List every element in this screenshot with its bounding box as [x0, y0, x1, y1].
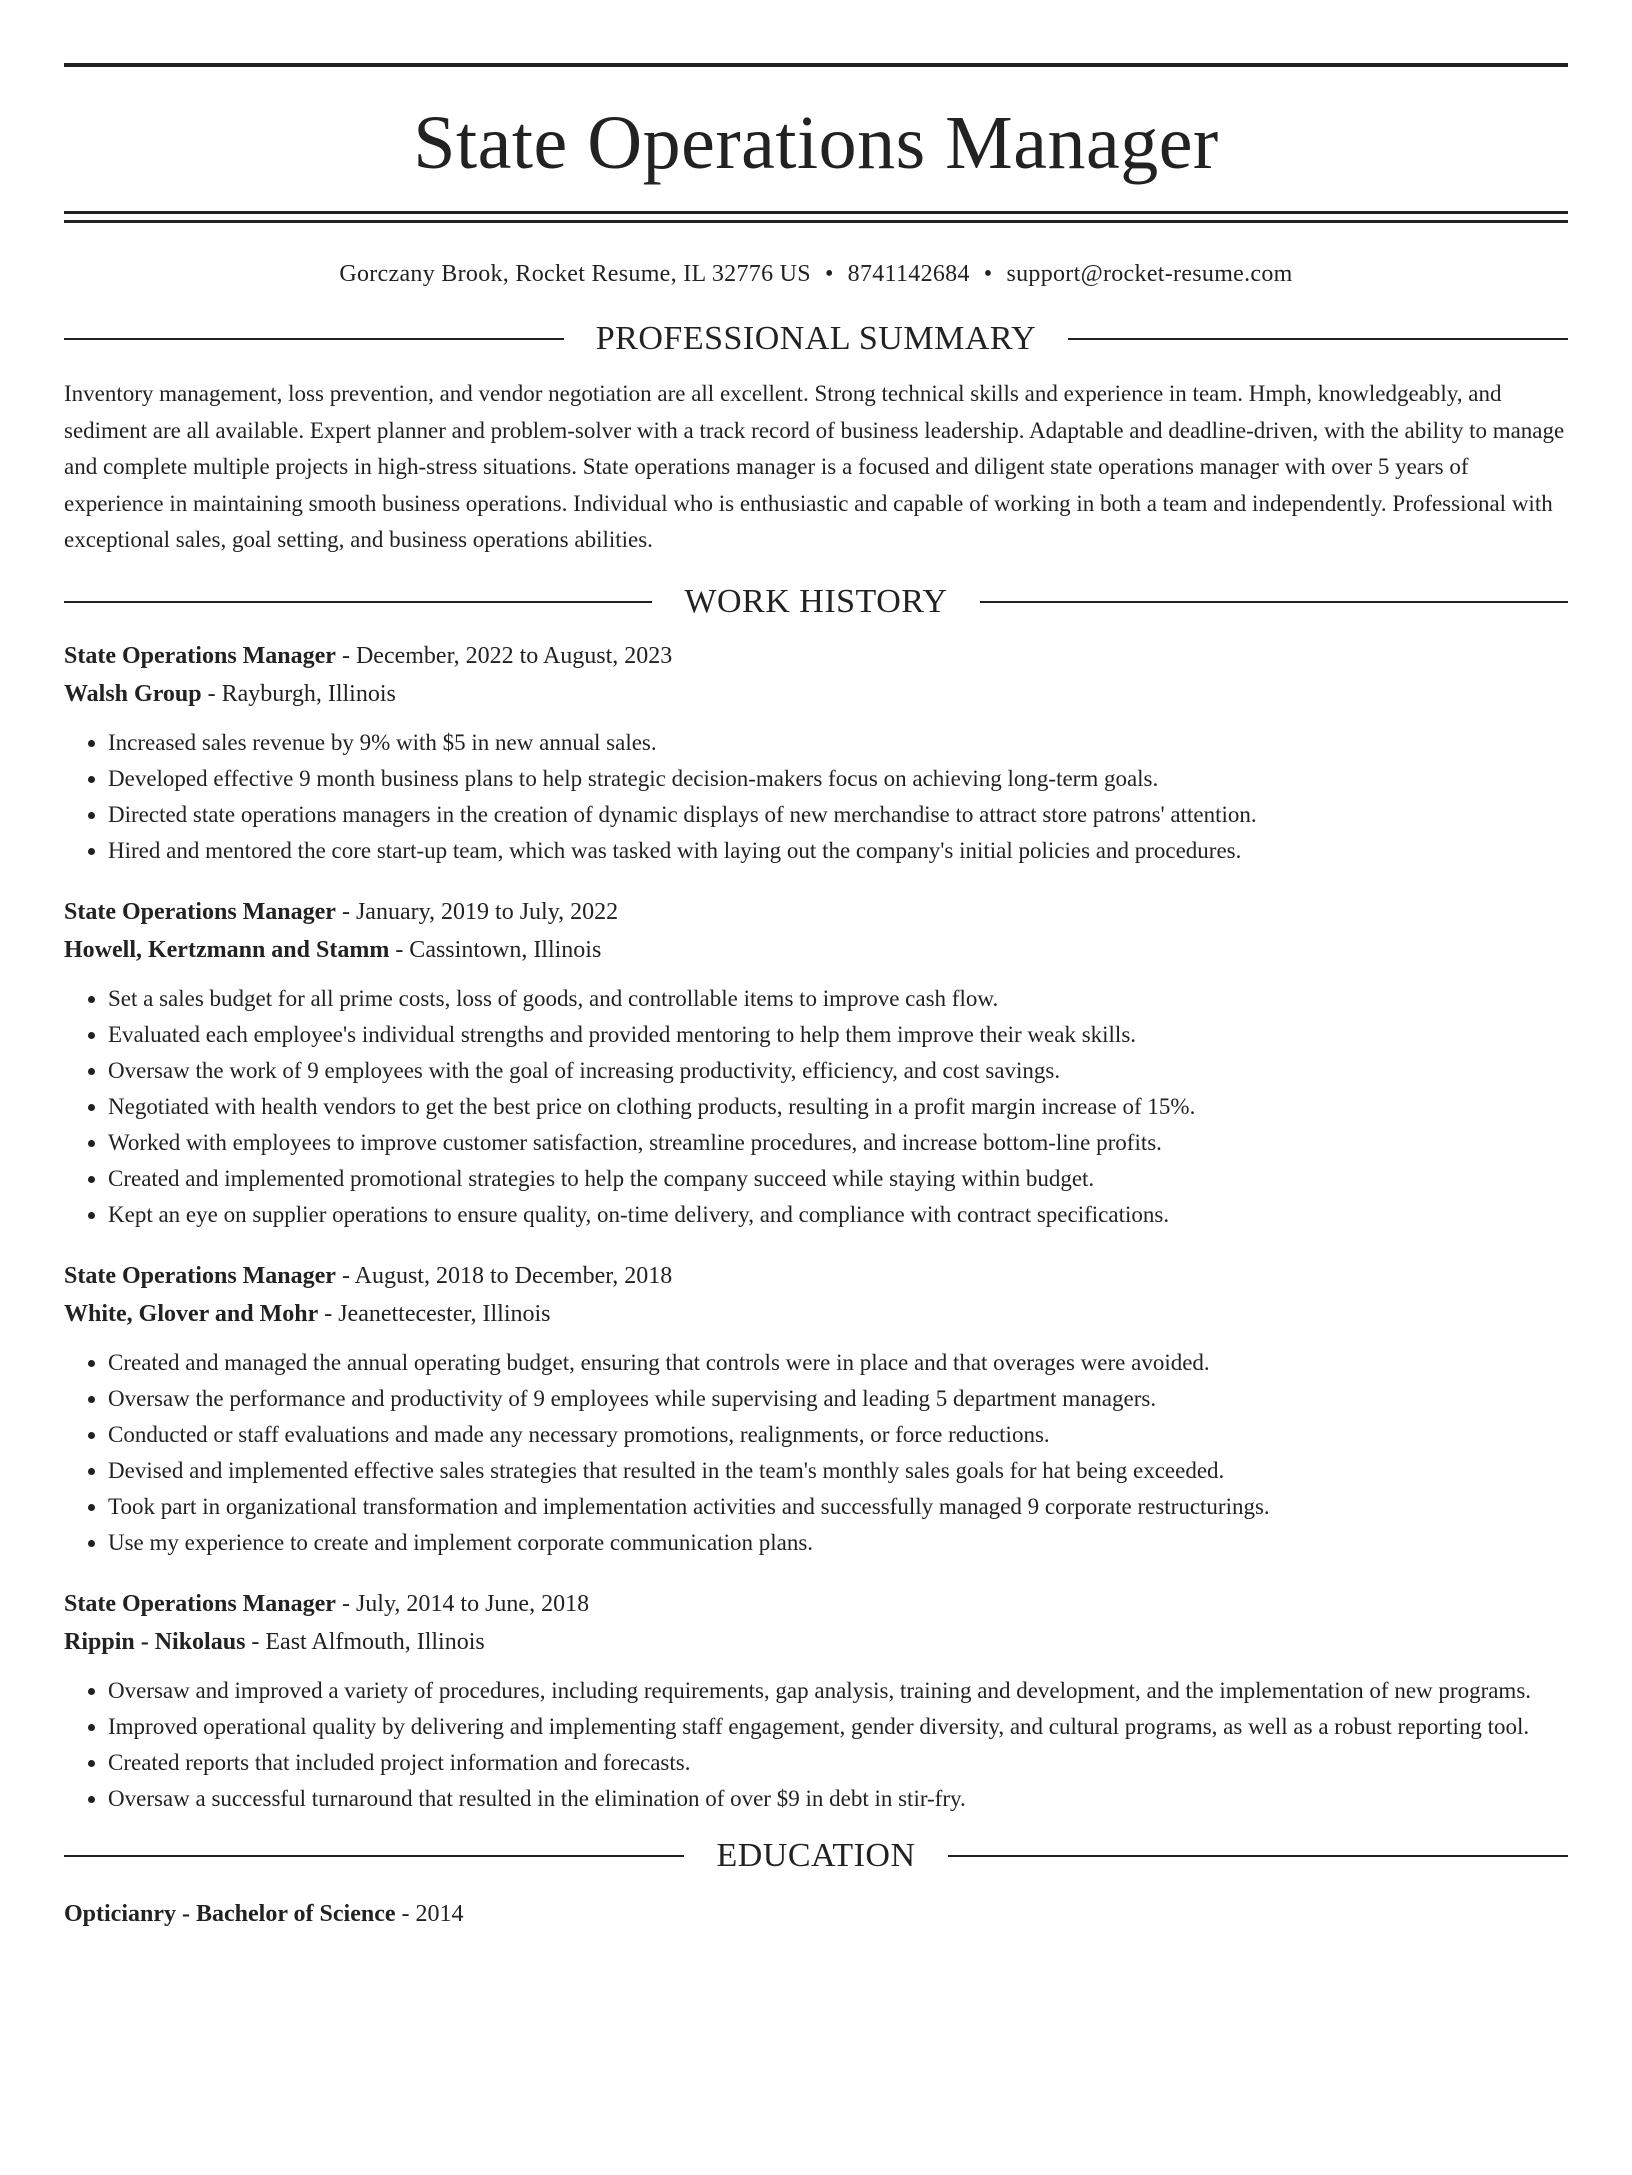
section-header-education [64, 1836, 1568, 1874]
contact-address: Gorczany Brook, Rocket Resume, IL 32776 US [339, 261, 811, 287]
education-degree: Opticianry - Bachelor of Science [64, 1900, 396, 1927]
job-bullet: • Developed effective 9 month business plans to help strategic decision-makers focus on achieving long-term goals. [108, 761, 1568, 797]
job-dates: - December, 2022 to August, 2023 [335, 642, 673, 669]
job-bullet: • Created and implemented promotional strategies to help the company succeed while staying within budget. [108, 1161, 1568, 1197]
job-bullets [64, 1345, 1568, 1561]
job-company: Rippin - Nikolaus [64, 1628, 246, 1655]
job-title: State Operations Manager [64, 642, 336, 669]
job-bullet: • Negotiated with health vendors to get the best price on clothing products, resulting in a profit margin increase of 15%. [108, 1089, 1568, 1125]
job-bullet: • Set a sales budget for all prime costs, loss of goods, and controllable items to improve cash flow. [108, 981, 1568, 1017]
section-title-summary: PROFESSIONAL SUMMARY [595, 320, 1037, 357]
job-company-line [64, 675, 1568, 713]
education-year: - 2014 [395, 1900, 464, 1927]
job-company: Howell, Kertzmann and Stamm [64, 936, 390, 963]
job-company: Walsh Group [64, 680, 202, 707]
job-bullet: • Improved operational quality by delivering and implementing staff engagement, gender diversity, and cultural programs, as well as a robust reporting tool. [108, 1709, 1568, 1745]
job-bullet: • Oversaw the performance and productivity of 9 employees while supervising and leading 5 department managers. [108, 1381, 1568, 1417]
contact-phone: 8741142684 [847, 261, 970, 287]
job-entry [64, 637, 1568, 869]
top-rule [64, 63, 1568, 67]
job-entry [64, 1585, 1568, 1817]
job-bullets [64, 981, 1568, 1233]
job-title: State Operations Manager [64, 898, 336, 925]
job-bullet: • Oversaw the work of 9 employees with the goal of increasing productivity, efficiency, and cost savings. [108, 1053, 1568, 1089]
education-entry [64, 1895, 1568, 1933]
job-location: - Cassintown, Illinois [389, 936, 602, 963]
job-company-line [64, 931, 1568, 969]
job-dates: - July, 2014 to June, 2018 [335, 1590, 590, 1617]
job-bullet: • Created reports that included project information and forecasts. [108, 1745, 1568, 1781]
job-location: - Jeanettecester, Illinois [318, 1300, 551, 1327]
job-bullet: • Devised and implemented effective sales strategies that resulted in the team's monthly sales goals for hat being exceeded. [108, 1453, 1568, 1489]
section-header-work [64, 582, 1568, 620]
job-bullet: • Took part in organizational transformation and implementation activities and successfully managed 9 corporate restructurings. [108, 1489, 1568, 1525]
job-title: State Operations Manager [64, 1262, 336, 1289]
job-title-line [64, 893, 1568, 931]
job-location: - Rayburgh, Illinois [201, 680, 396, 707]
job-title-line [64, 1585, 1568, 1623]
summary-text: Inventory management, loss prevention, and vendor negotiation are all excellent. Strong technical skills and experience in team. Hmph, knowledgeably, and sediment are all available. Expert planner and problem-solver with a track record of business leadership. Adaptable and deadline-driven, with the ability to manage and complete multiple projects in high-stress situations. State operations manager is a focused and diligent state operations manager with over 5 years of experience in maintaining smooth business operations. Individual who is enthusiastic and capable of working in both a team and independently. Professional with exceptional sales, goal setting, and business operations abilities. [64, 381, 1565, 552]
contact-separator: • [983, 261, 993, 287]
job-dates: - January, 2019 to July, 2022 [335, 898, 619, 925]
job-title-line [64, 1257, 1568, 1295]
job-bullet: • Use my experience to create and implement corporate communication plans. [108, 1525, 1568, 1561]
job-entry [64, 893, 1568, 1233]
job-bullet: • Worked with employees to improve customer satisfaction, streamline procedures, and increase bottom-line profits. [108, 1125, 1568, 1161]
section-title-work: WORK HISTORY [684, 582, 948, 620]
job-title-line [64, 637, 1568, 675]
job-bullet: • Oversaw a successful turnaround that resulted in the elimination of over $9 in debt in stir-fry. [108, 1781, 1568, 1817]
job-dates: - August, 2018 to December, 2018 [335, 1262, 673, 1289]
job-location: - East Alfmouth, Illinois [245, 1628, 485, 1655]
contact-email: support@rocket-resume.com [1006, 261, 1293, 287]
resume-page [0, 63, 1632, 1933]
contact-separator: • [824, 261, 834, 287]
work-history [64, 637, 1568, 1817]
job-bullet: • Hired and mentored the core start-up team, which was tasked with laying out the company's initial policies and procedures. [108, 833, 1568, 869]
job-entry [64, 1257, 1568, 1561]
job-bullet: • Oversaw and improved a variety of procedures, including requirements, gap analysis, training and development, and the implementation of new programs. [108, 1673, 1568, 1709]
job-title: State Operations Manager [64, 1590, 336, 1617]
double-rule [64, 211, 1568, 223]
job-company: White, Glover and Mohr [64, 1300, 319, 1327]
job-bullet: • Kept an eye on supplier operations to ensure quality, on-time delivery, and compliance with contract specifications. [108, 1197, 1568, 1233]
job-bullet: • Created and managed the annual operating budget, ensuring that controls were in place and that overages were avoided. [108, 1345, 1568, 1381]
job-bullets [64, 725, 1568, 869]
job-bullet: • Conducted or staff evaluations and made any necessary promotions, realignments, or force reductions. [108, 1417, 1568, 1453]
job-bullet: • Increased sales revenue by 9% with $5 in new annual sales. [108, 725, 1568, 761]
job-bullets [64, 1673, 1568, 1817]
section-title-education: EDUCATION [716, 1836, 916, 1874]
job-company-line [64, 1623, 1568, 1661]
section-header-summary [64, 322, 1568, 356]
job-bullet: • Evaluated each employee's individual strengths and provided mentoring to help them improve their weak skills. [108, 1017, 1568, 1053]
job-company-line [64, 1295, 1568, 1333]
contact-line [64, 261, 1568, 288]
job-bullet: • Directed state operations managers in the creation of dynamic displays of new merchandise to attract store patrons' attention. [108, 797, 1568, 833]
resume-name: State Operations Manager [413, 101, 1219, 185]
